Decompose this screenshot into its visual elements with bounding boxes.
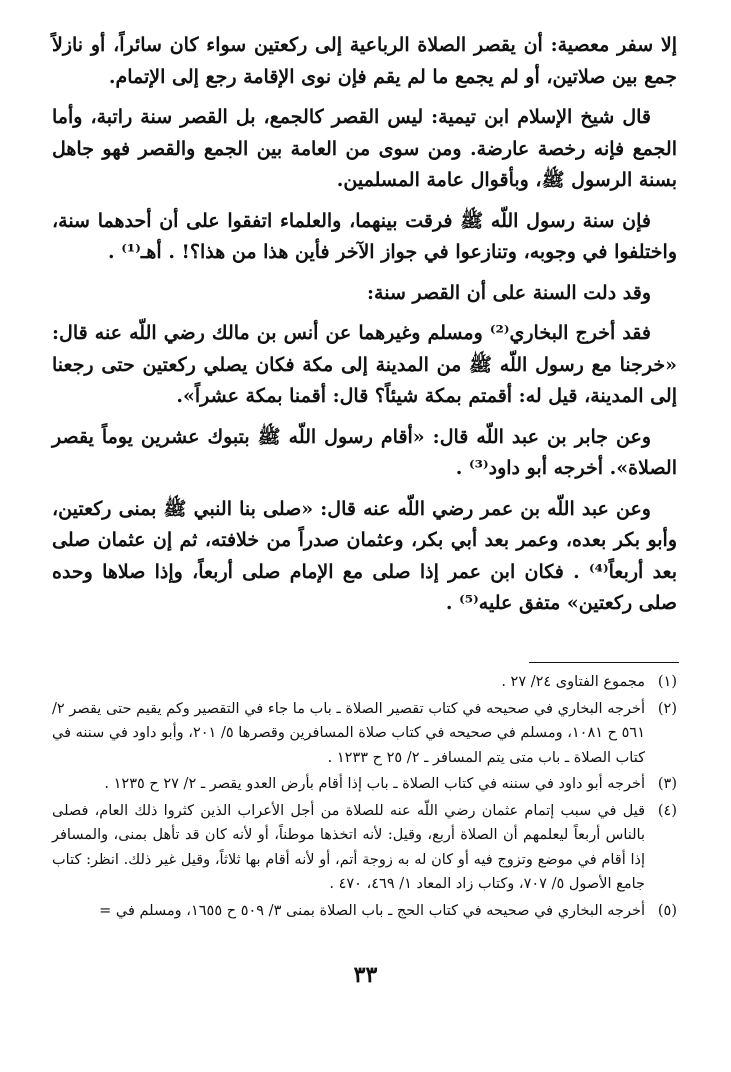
footnote-5 [52,899,677,924]
footnote-text: قيل في سبب إتمام عثمان رضي اللّه عنه للصلاة من أجل الأعراب الذين كثروا ذلك العام، فصلى بالناس أربعاً ليعلمهم أن الصلاة أربع، وقيل: لأنه اتخذها موطناً، أو لأنه كان قد تأهل بمنى، والمسافر إذا أقام في موضع وتزوج فيه أو كان له به زوجة أتم، أو لأنه أقام بها ثلاثاً، وقيل غير ذلك. انظر: كتاب جامع الأصول ٥/ ٧٠٧، وكتاب زاد المعاد ١/ ٤٦٩، ٤٧٠ . [52,802,645,892]
paragraph-5: فقد أخرج البخاري⁽²⁾ ومسلم وغيرهما عن أنس بن مالك رضي اللّه عنه قال: «خرجنا مع رسول اللّه ﷺ من المدينة إلى مكة فكان يصلي ركعتين حتى رجعنا إلى المدينة، قيل له: أقمتم بمكة شيئاً؟ قال: أقمنا بمكة عشراً». [52,322,677,407]
page-number: ٣٣ [353,962,378,988]
footnote-separator [529,662,679,663]
paragraph-3: فإن سنة رسول اللّه ﷺ فرقت بينهما، والعلماء اتفقوا على أن أحدهما سنة، واختلفوا في وجوبه، وتنازعوا في جواز الآخر فأين هذا من هذا؟! . أهـ⁽¹⁾ . [52,209,677,263]
footnote-4 [52,799,677,897]
footnote-text: مجموع الفتاوى ٢٤/ ٢٧ . [501,674,645,690]
footnotes [52,670,677,925]
paragraph-7: وعن عبد اللّه بن عمر رضي اللّه عنه قال: «صلى بنا النبي ﷺ بمنى ركعتين، وأبو بكر بعده، وعمر بعد أبي بكر، وعثمان صدراً من خلافته، ثم إن عثمان صلى بعد أربعاً⁽⁴⁾ . فكان ابن عمر إذا صلى مع الإمام صلى أربعاً، وإذا صلاها وحده صلى ركعتين» متفق عليه⁽⁵⁾ . [52,497,677,614]
paragraph-1: إلا سفر معصية: أن يقصر الصلاة الرباعية إلى ركعتين سواء كان سائراً، أو نازلاً جمع بين صلاتين، أو لم يجمع ما لم يقم فإن نوى الإقامة رجع إلى الإتمام. [52,34,677,88]
footnote-number: (٣) [657,776,677,792]
footnote-text: أخرجه البخاري في صحيحه في كتاب تقصير الصلاة ـ باب ما جاء في التقصير وكم يقيم حتى يقصر ٢/ ٥٦١ ح ١٠٨١، ومسلم في صحيحه في كتاب صلاة المسافرين وقصرها ٥/ ٢٠١، وأبو داود في سننه في كتاب الصلاة ـ باب متى يتم المسافر ـ ٢/ ٢٥ ح ١٢٣٣ . [52,700,646,766]
paragraph-2: قال شيخ الإسلام ابن تيمية: ليس القصر كالجمع، بل القصر سنة راتبة، وأما الجمع فإنه رخصة عارضة. ومن سوى من العامة بين الجمع والقصر فهو جاهل بسنة الرسول ﷺ، وبأقوال عامة المسلمين. [52,106,677,191]
paragraph-4: وقد دلت السنة على أن القصر سنة: [367,281,651,304]
footnote-2 [52,697,677,771]
paragraph-6: وعن جابر بن عبد اللّه قال: «أقام رسول اللّه ﷺ بتبوك عشرين يوماً يقصر الصلاة». أخرجه أبو داود⁽³⁾ . [52,425,677,479]
footnote-text: أخرجه أبو داود في سننه في كتاب الصلاة ـ باب إذا أقام بأرض العدو يقصر ـ ٢/ ٢٧ ح ١٢٣٥ . [104,776,645,792]
footnote-number: (١) [657,674,677,690]
footnote-number: (٢) [657,700,677,717]
footnote-text: أخرجه البخاري في صحيحه في كتاب الحج ـ باب الصلاة بمنى ٣/ ٥٠٩ ح ١٦٥٥، ومسلم في = [99,902,645,919]
footnote-number: (٤) [657,802,677,819]
footnote-3 [52,772,677,797]
footnote-number: (٥) [657,902,677,919]
footnote-1 [52,670,677,695]
main-text [52,30,677,629]
